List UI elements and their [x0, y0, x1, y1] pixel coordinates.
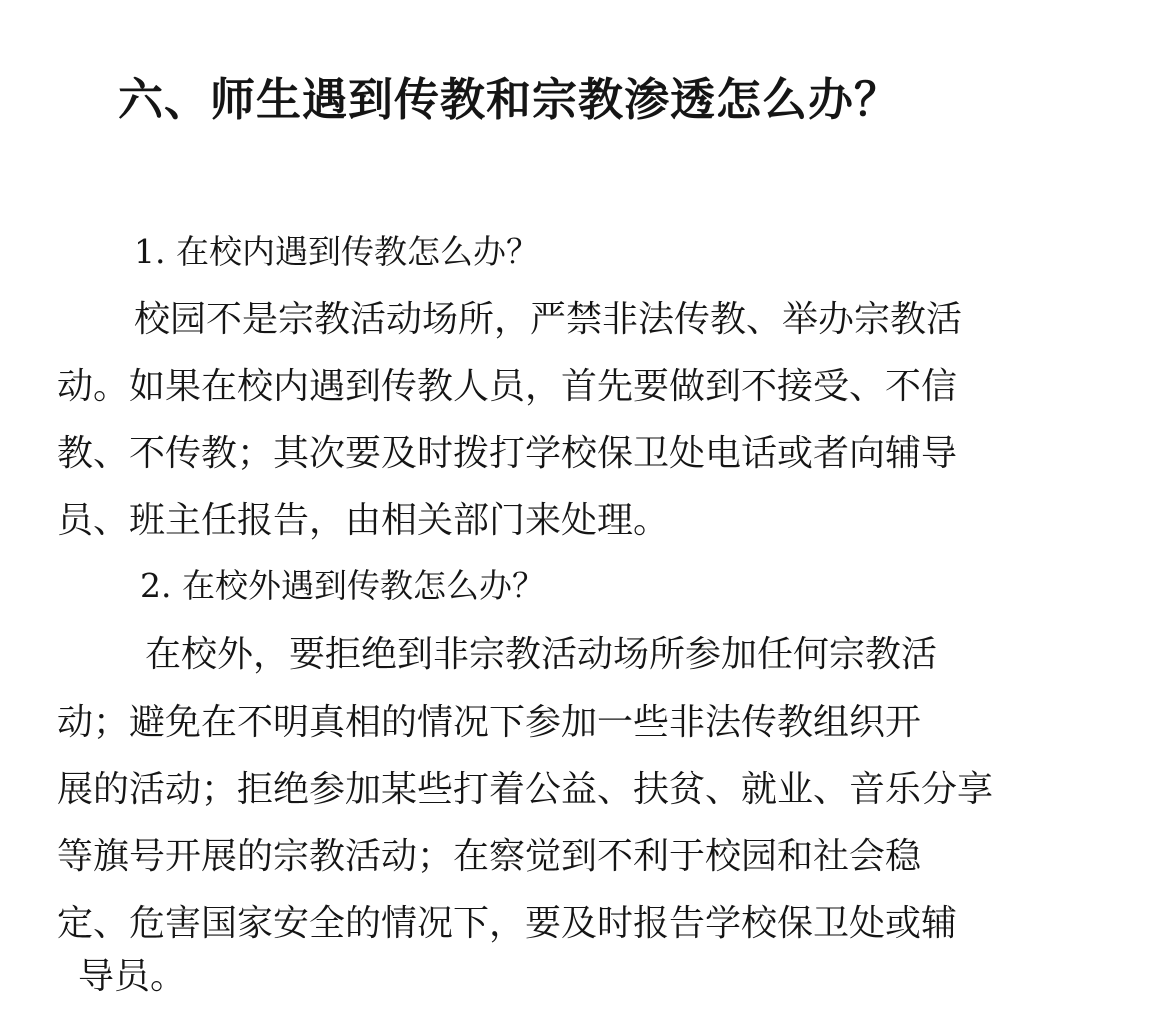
page-title: 六、师生遇到传教和宗教渗透怎么办？ — [118, 73, 901, 126]
paragraph-line: 导员。 — [78, 956, 187, 997]
section-heading-off-campus: 2. 在校外遇到传教怎么办？ — [140, 566, 545, 605]
paragraph-line: 展的活动；拒绝参加某些打着公益、扶贫、就业、音乐分享 — [57, 769, 994, 810]
paragraph-line: 动；避免在不明真相的情况下参加一些非法传教组织开 — [57, 702, 922, 743]
paragraph-line: 等旗号开展的宗教活动；在察觉到不利于校园和社会稳 — [57, 836, 922, 877]
section-heading-campus: 1. 在校内遇到传教怎么办？ — [134, 232, 539, 271]
paragraph-line: 动。如果在校内遇到传教人员，首先要做到不接受、不信 — [57, 366, 958, 407]
paragraph-line: 在校外，要拒绝到非宗教活动场所参加任何宗教活 — [145, 634, 938, 675]
paragraph-line: 定、危害国家安全的情况下，要及时报告学校保卫处或辅 — [57, 903, 958, 944]
paragraph-line: 员、班主任报告，由相关部门来处理。 — [57, 500, 670, 541]
paragraph-line: 校园不是宗教活动场所，严禁非法传教、举办宗教活 — [134, 299, 963, 340]
paragraph-line: 教、不传教；其次要及时拨打学校保卫处电话或者向辅导 — [57, 433, 958, 474]
